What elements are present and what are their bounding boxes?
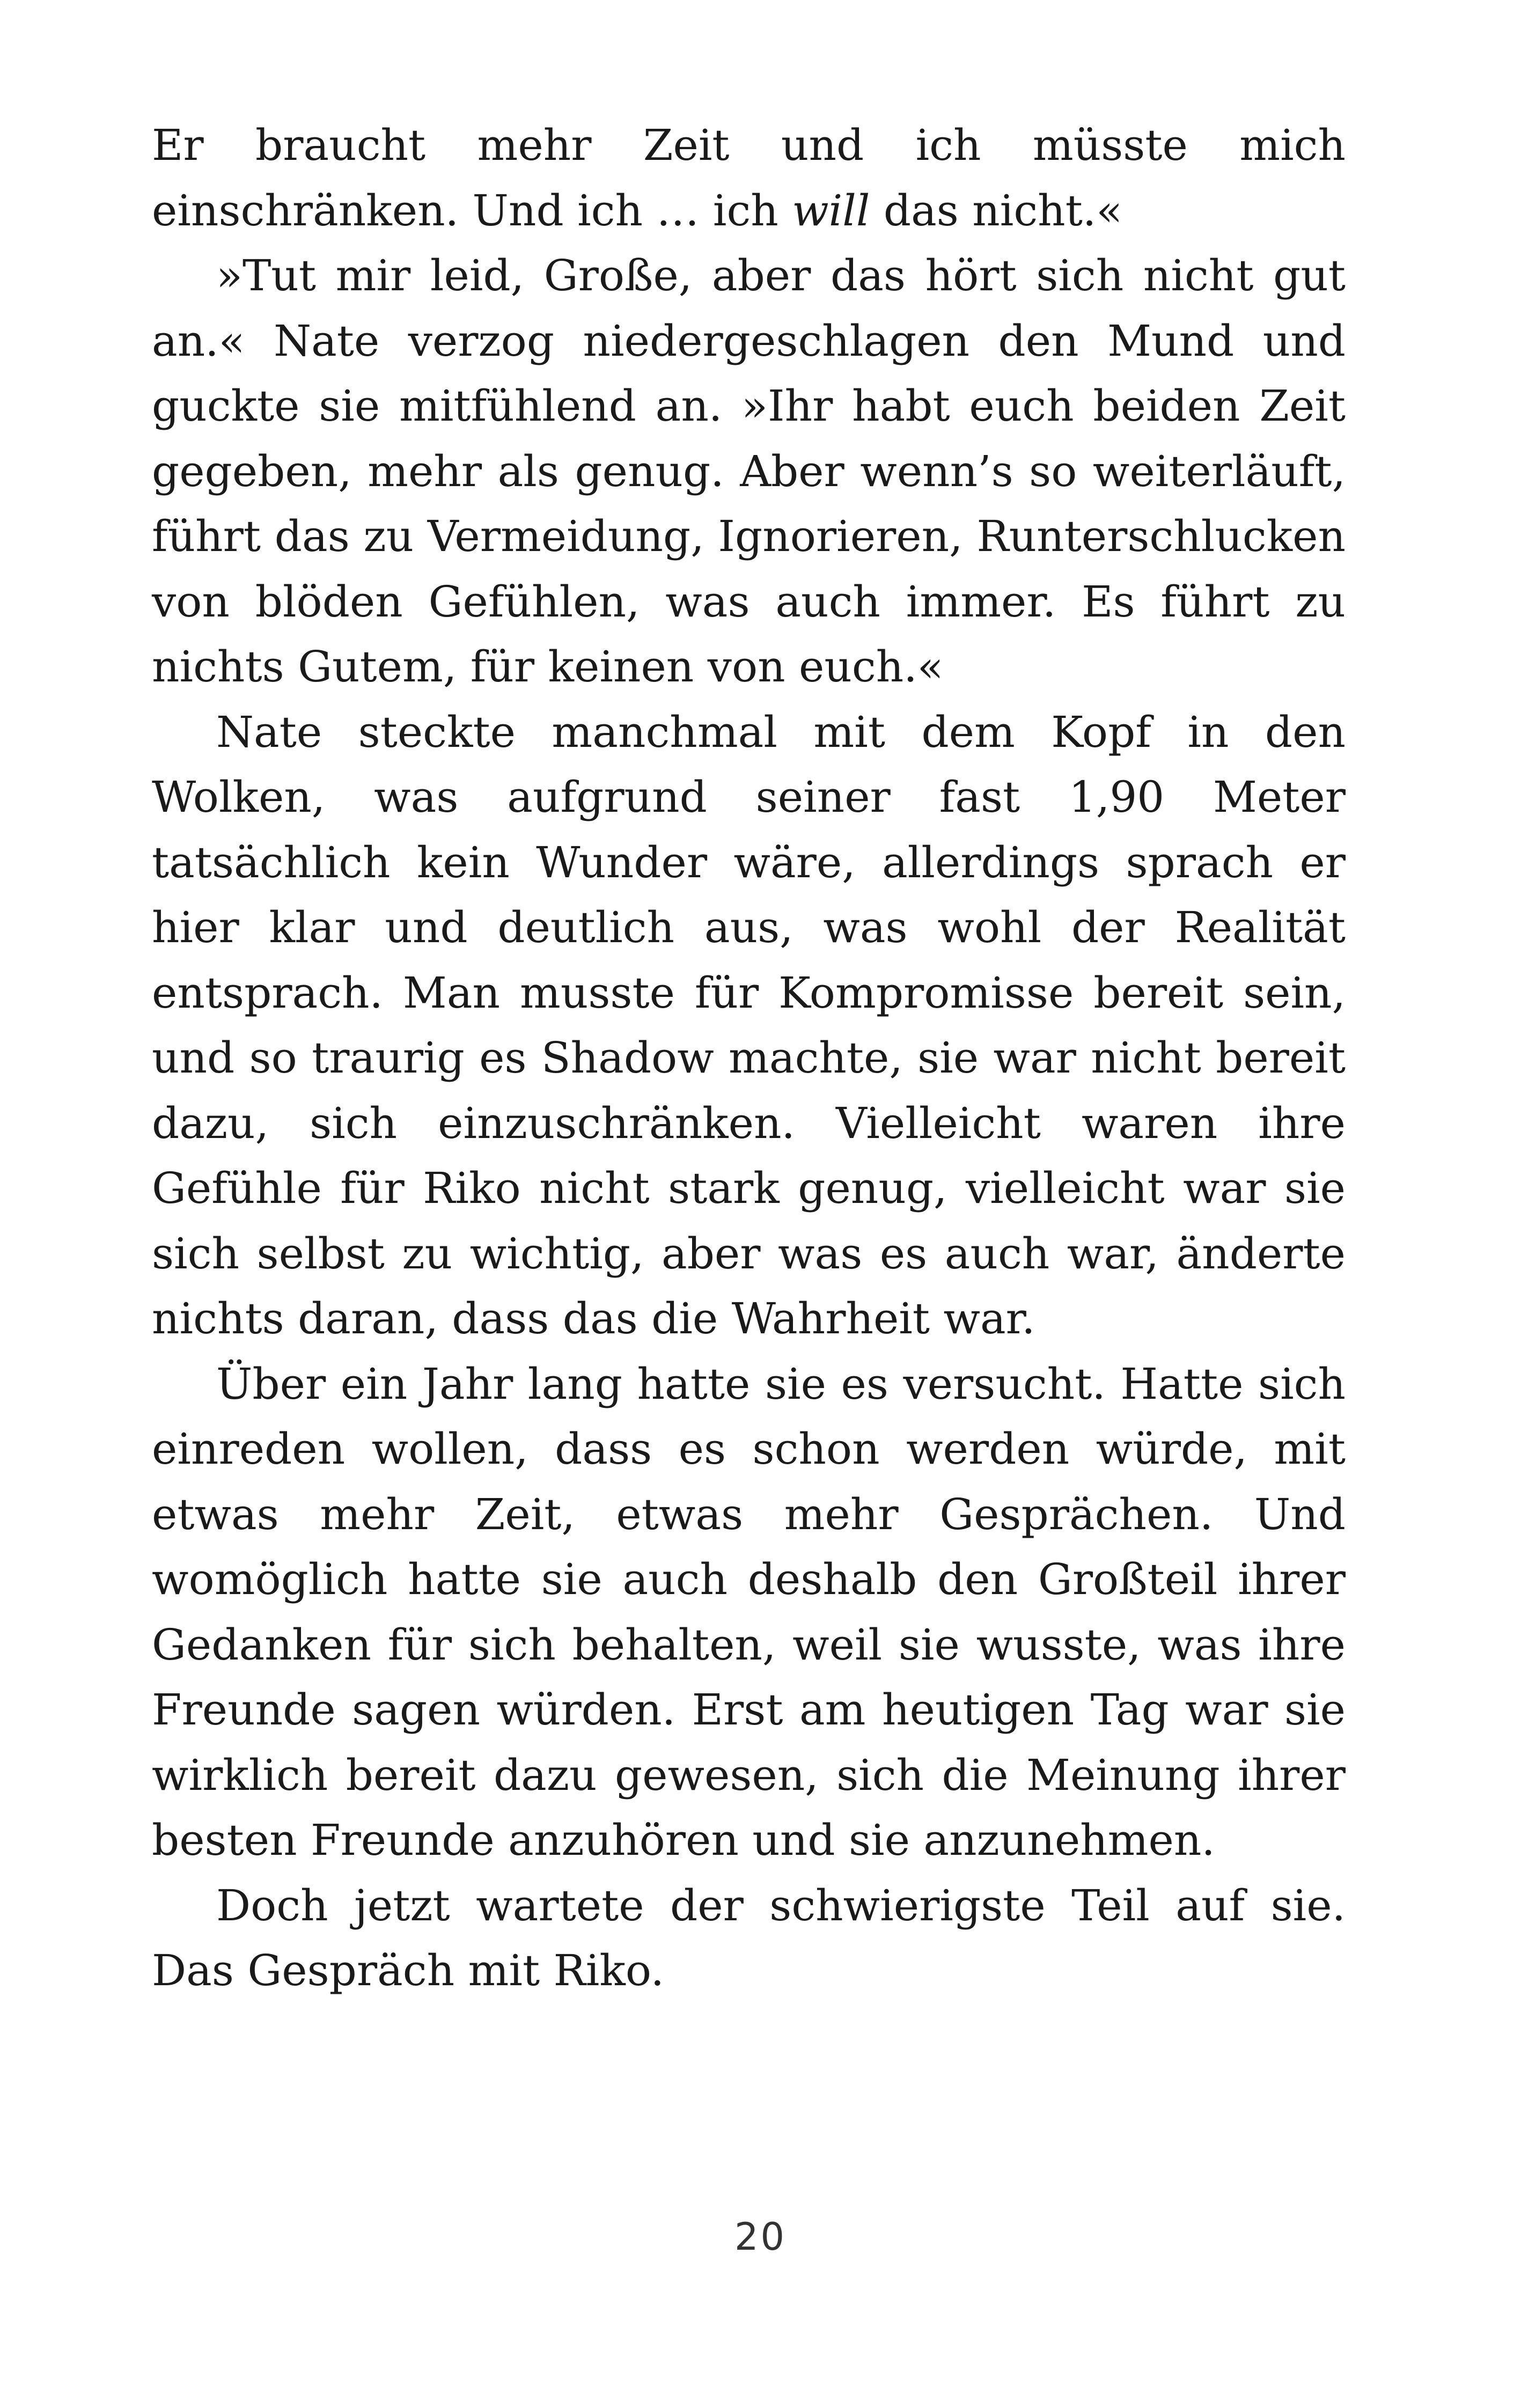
paragraph-3 (152, 700, 1346, 1352)
paragraph-2-text: »Tut mir leid, Große, aber das hört sich nicht gut an.« Nate verzog niedergeschlagen den Mund und guckte sie mitfühlend an. »Ihr habt euch beiden Zeit gegeben, mehr als genug. Aber wenn’s so weiterläuft, führt das zu Vermeidung, Ignorieren, Runterschlucken von blöden Gefühlen, was auch immer. Es führt zu nichts Gutem, für keinen von euch.« (152, 251, 1346, 692)
paragraph-1 (152, 113, 1346, 243)
page-number: 20 (734, 2215, 787, 2259)
paragraph-4-text: Über ein Jahr lang hatte sie es versucht. Hatte sich einreden wollen, dass es schon werden würde, mit etwas mehr Zeit, etwas mehr Gesprächen. Und womöglich hatte sie auch deshalb den Großteil ihrer Gedanken für sich behalten, weil sie wusste, was ihre Freunde sagen würden. Erst am heutigen Tag war sie wirklich bereit dazu gewesen, sich die Meinung ihrer besten Freunde anzuhören und sie anzunehmen. (152, 1359, 1346, 1865)
paragraph-1-part-1: Er braucht mehr Zeit und ich müsste mich einschränken. Und ich … ich (152, 120, 1346, 236)
paragraph-2 (152, 243, 1346, 700)
paragraph-5 (152, 1873, 1346, 2003)
emphasis-will: will (792, 185, 870, 236)
paragraph-5-text: Doch jetzt wartete der schwierigste Teil auf sie. Das Gespräch mit Riko. (152, 1880, 1346, 1995)
paragraph-3-text: Nate steckte manchmal mit dem Kopf in den Wolken, was aufgrund seiner fast 1,90 Meter tatsächlich kein Wunder wäre, allerdings sprach er hier klar und deutlich aus, was wohl der Realität entsprach. Man musste für Kompromisse bereit sein, und so traurig es Shadow machte, sie war nicht bereit dazu, sich einzuschränken. Vielleicht waren ihre Gefühle für Riko nicht stark genug, vielleicht war sie sich selbst zu wichtig, aber was es auch war, änderte nichts daran, dass das die Wahrheit war. (152, 707, 1346, 1344)
paragraph-1-part-3: das nicht.« (870, 185, 1123, 236)
paragraph-4 (152, 1352, 1346, 1873)
body-text (152, 113, 1346, 2003)
